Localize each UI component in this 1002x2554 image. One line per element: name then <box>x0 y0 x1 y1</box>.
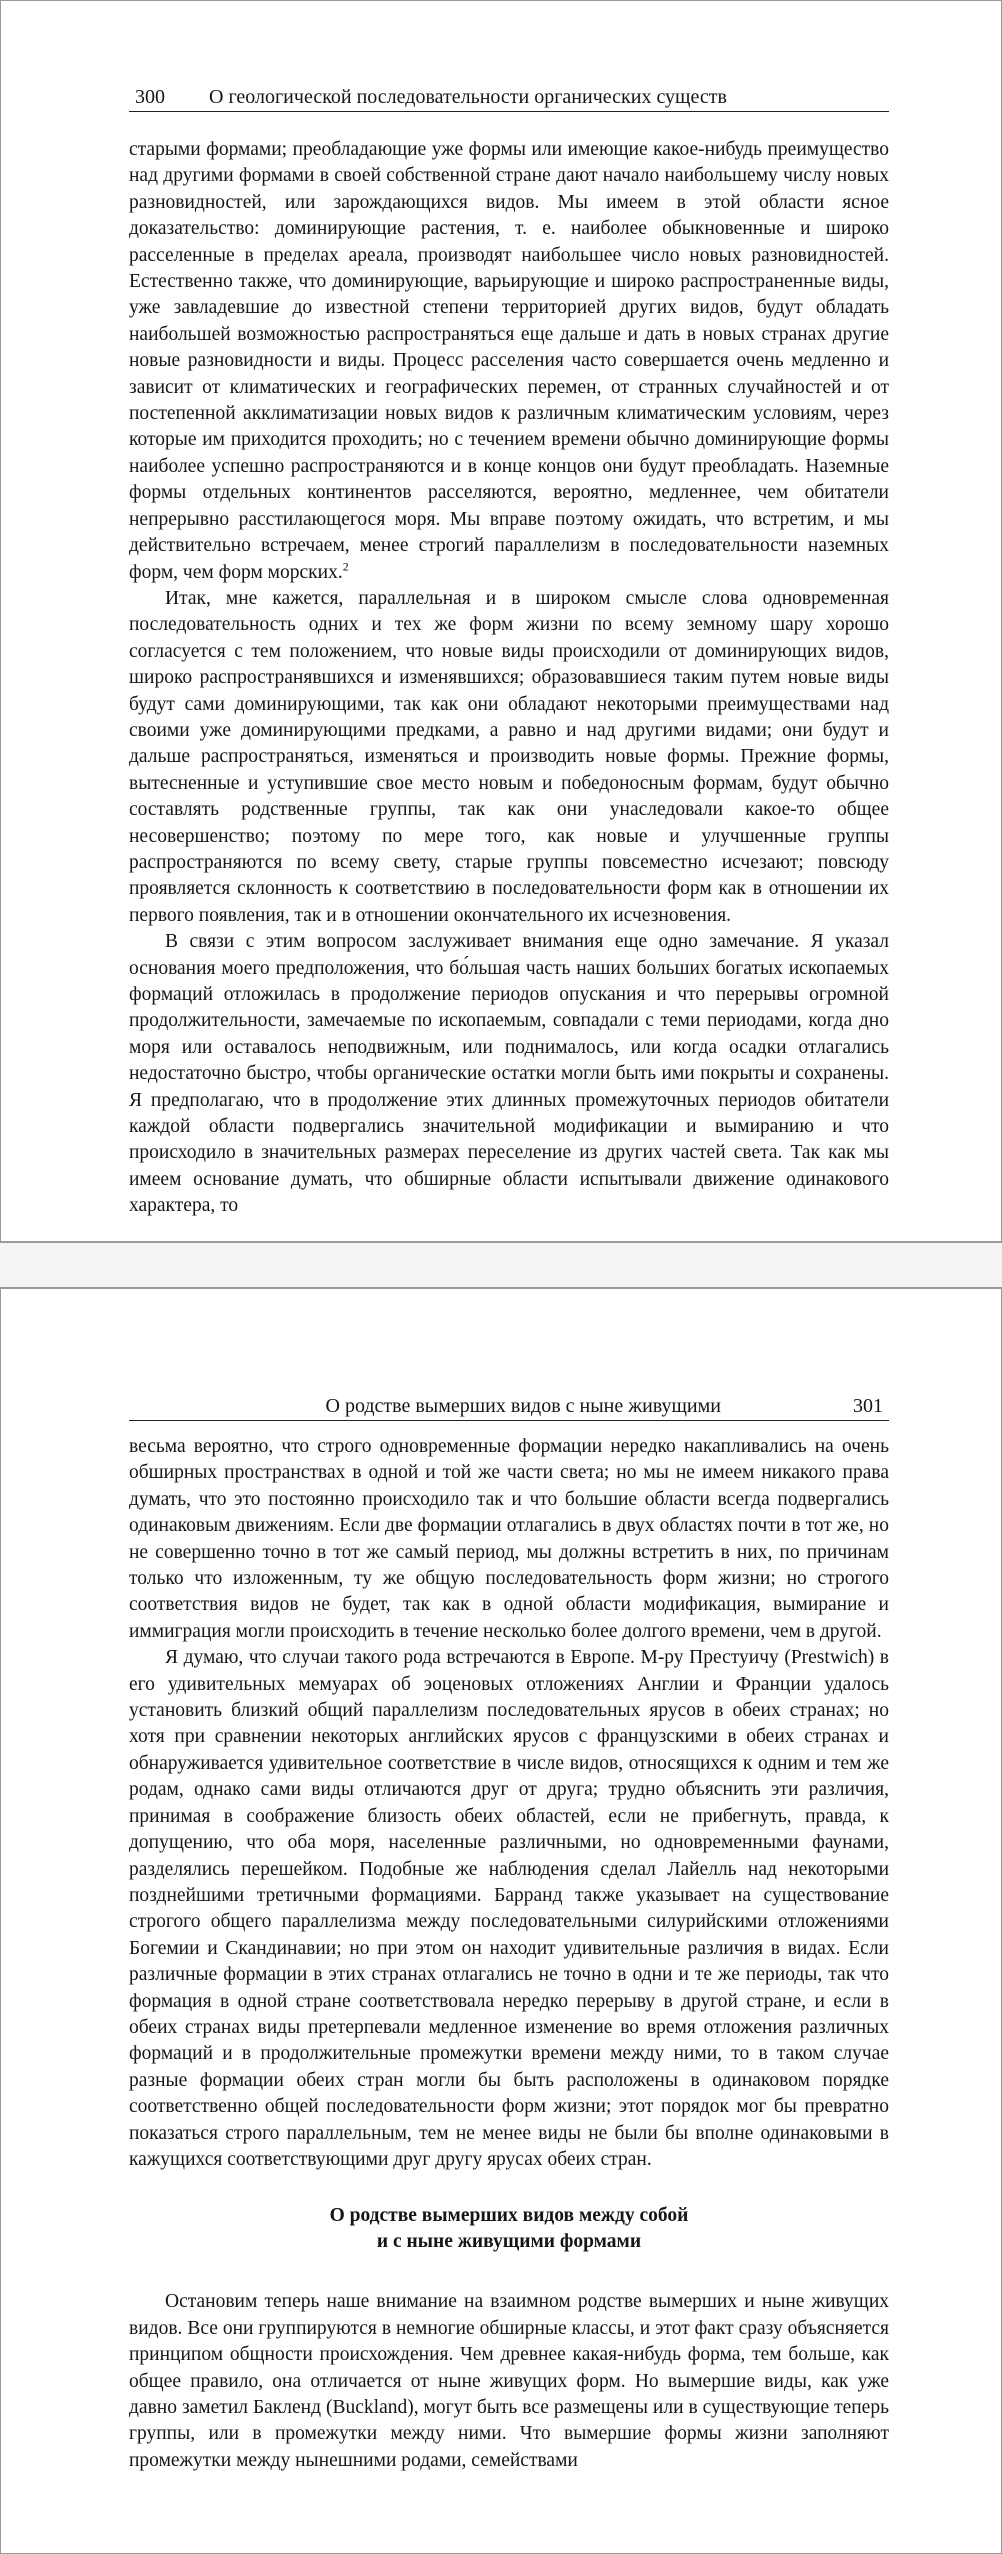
running-header <box>129 1392 889 1421</box>
footnote-marker: 2 <box>342 559 349 573</box>
paragraph: Я думаю, что случаи такого рода встречаются в Европе. М-ру Престуичу (Prestwich) в его удивительных мемуарах об эоценовых отложениях Англии и Франции удалось установить близкий общий параллелизм последовательных ярусов в обеих странах; но хотя при сравнении некоторых английских ярусов с французскими в обеих странах и обнаруживается удивительное соответствие в числе видов, относящихся к одним и тем же родам, однако сами виды отличаются друг от друга; трудно объяснить эти различия, принимая в соображение близость обеих областей, если не прибегнуть, правда, к допущению, что оба моря, населенные различными, но одновременными фаунами, разделялись перешейком. Подобные же наблюдения сделал Лайелль над некоторыми позднейшими третичными формациями. Барранд также указывает на существование строгого общего параллелизма между последовательными силурийскими отложениями Богемии и Скандинавии; но при этом он находит удивительные различия в видах. Если различные формации в этих странах отлагались не точно в одни и те же периоды, так что формация в одной стране соответствовала нередко перерыву в другой стране, и если в обеих странах виды претерпевали медленное изменение во время отложения различных формаций и в продолжительные промежутки времени между ними, то в таком случае разные формации обеих стран могли бы быть расположены в одинаковом порядке соответственно общей последовательности форм жизни; этот порядок мог бы превратно показаться строго параллельным, тем не менее виды не были бы вполне одинаковыми в кажущихся соответствующими друг другу ярусах обеих стран. <box>129 1647 889 2170</box>
running-header <box>129 83 889 112</box>
page-number: 300 <box>135 86 165 108</box>
section-heading-line: О родстве вымерших видов между собой <box>329 2205 689 2227</box>
page-301 <box>0 1288 1002 2554</box>
section-heading <box>129 2203 889 2255</box>
paragraph: Остановим теперь наше внимание на взаимном родстве вымерших и ныне живущих видов. Все они группируются в немногие обширные классы, и этот факт сразу объясняется принципом общности происхождения. Чем древнее какая-нибудь форма, тем больше, как общее правило, она отличается от ныне живущих форм. Но вымершие виды, как уже давно заметил Бакленд (Buckland), могут быть все размещены или в существующие теперь группы, или в промежутки между ними. Что вымершие формы жизни заполняют промежутки между нынешними родами, семействами <box>129 2291 889 2471</box>
page-number: 301 <box>853 1395 883 1417</box>
running-title: О родстве вымерших видов с ныне живущими <box>325 1395 721 1417</box>
paragraph: Итак, мне кажется, параллельная и в широком смысле слова одновременная последовательность одних и тех же форм жизни по всему земному шару хорошо согласуется с тем положением, что новые виды происходили от доминирующих видов, широко распространявшихся и изменявшихся; образовавшиеся таким путем новые виды будут сами доминирующими, так как они обладают некоторыми преимуществами над своими уже доминирующими предками, а равно и над другими видами; они будут и дальше распространяться, изменяться и производить новые формы. Прежние формы, вытесненные и уступившие свое место новым и победоносным формам, будут обычно составлять родственные группы, так как они унаследовали какое-то общее несовершенство; поэтому по мере того, как новые и улучшенные группы распространяются по всему свету, старые группы повсеместно исчезают; повсюду проявляется склонность к соответствию в последовательности форм как в отношении их первого появления, так и в отношении окончательного их исчезновения. <box>129 587 889 926</box>
body-text <box>129 137 889 1220</box>
paragraph: старыми формами; преобладающие уже формы или имеющие какое-нибудь преимущество над другими формами в своей собственной стране дают начало наибольшему числу новых разновидностей, или зарождающихся видов. Мы имеем в этой области ясное доказательство: доминирующие растения, т. е. наиболее обыкновенные и широко расселенные в пределах ареала, производят наибольшее число новых разновидностей. Естественно также, что доминирующие, варьирующие и широко распространенные виды, уже завладевшие до известной степени территорией других видов, будут обладать наибольшей возможностью распространяться еще дальше и дать в новых странах другие новые разновидности и виды. Процесс расселения часто совершается очень медленно и зависит от климатических и географических перемен, от странных случайностей и от постепенной акклиматизации новых видов к различным климатическим условиям, через которые им приходится проходить; но с течением времени обычно доминирующие формы наиболее успешно распространяются и в конце концов они будут преобладать. Наземные формы отдельных континентов расселяются, вероятно, медленнее, чем обитатели непрерывно расстилающегося моря. Мы вправе поэтому ожидать, что встретим, и мы действительно встречаем, менее строгий параллелизм в последовательности наземных форм, чем форм морских.$^2$ <box>129 139 889 583</box>
section-heading-line: и с ныне живущими формами <box>376 2231 642 2253</box>
body-text <box>129 1434 889 2474</box>
page-300 <box>0 0 1002 1242</box>
paragraph: В связи с этим вопросом заслуживает внимания еще одно замечание. Я указал основания моего предположения, что бо́льшая часть наших больших богатых ископаемых формаций отложилась в продолжение периодов опускания и что перерывы огромной продолжительности, замечаемые по ископаемым, совпадали с теми периодами, когда дно моря или оставалось неподвижным, или поднималось, или когда осадки отлагались недостаточно быстро, чтобы органические остатки могли быть ими покрыты и сохранены. Я предполагаю, что в продолжение этих длинных промежуточных периодов обитатели каждой области подвергались значительной модификации и вымиранию и что происходило в значительных размерах переселение из других частей света. Так как мы имеем основание думать, что обширные области испытывали движение одинакового характера, то <box>129 931 889 1217</box>
running-title: О геологической последовательности органических существ <box>209 86 727 108</box>
page-gap <box>0 1242 1002 1288</box>
paragraph: весьма вероятно, что строго одновременные формации нередко накапливались на очень обширных пространствах в одной и той же части света; но мы не имеем никакого права думать, что это постоянно происходило так и что большие области всегда подвергались одинаковым движениям. Если две формации отлагались в двух областях почти в тот же, но не совершенно точно в тот же самый период, мы должны встретить в них, по причинам только что изложенным, ту же общую последовательность форм жизни; но строгого соответствия видов не будет, так как в одной области модификация, вымирание и иммиграция могли происходить в течение несколько более долгого времени, чем в другой. <box>129 1436 889 1642</box>
